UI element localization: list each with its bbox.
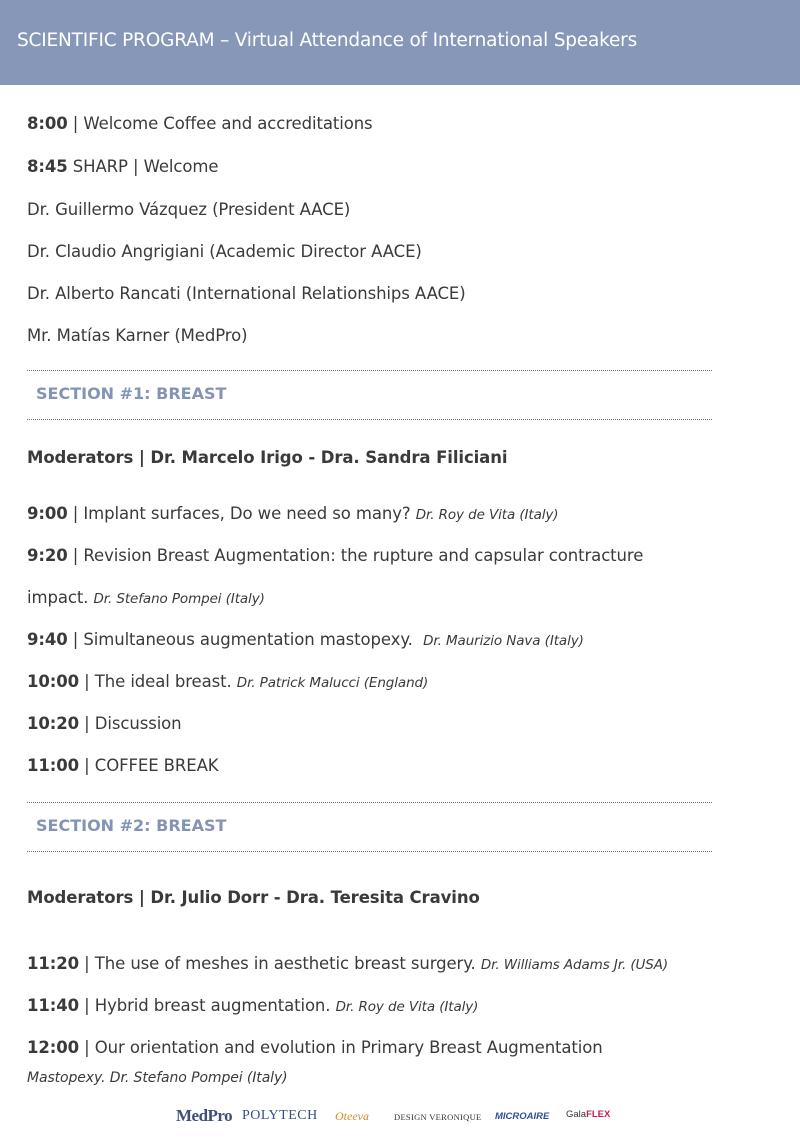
item-text: | Hybrid breast augmentation. xyxy=(79,996,336,1015)
section-divider xyxy=(27,802,712,803)
moderators: Moderators | Dr. Julio Dorr - Dra. Teresita Cravino xyxy=(27,888,480,907)
time-label: 10:20 xyxy=(27,714,80,733)
time-label: 10:00 xyxy=(27,672,80,691)
time-label: 12:00 xyxy=(27,1038,80,1057)
section-title: SECTION #1: BREAST xyxy=(36,384,227,403)
item-text: SHARP | Welcome xyxy=(67,157,219,176)
welcome-speaker: Dr. Claudio Angrigiani (Academic Director AACE) xyxy=(27,242,422,261)
welcome-speaker: Mr. Matías Karner (MedPro) xyxy=(27,326,248,345)
design-veronique-logo: DESIGN VERONIQUE xyxy=(394,1112,482,1122)
speaker-name: Dr. Stefano Pompei (Italy) xyxy=(93,591,265,607)
item-text: | The use of meshes in aesthetic breast surgery. xyxy=(79,954,481,973)
section-divider xyxy=(27,370,712,371)
schedule-item-0800 xyxy=(27,114,373,133)
galaflex-logo-part-b: FLEX xyxy=(586,1109,611,1120)
section-divider xyxy=(27,851,712,852)
speaker-name: Dr. Roy de Vita (Italy) xyxy=(335,999,479,1015)
schedule-item xyxy=(27,546,643,565)
item-text: | Our orientation and evolution in Primary Breast Augmentation xyxy=(79,1038,603,1057)
medpro-logo: MedPro xyxy=(176,1106,233,1125)
item-text: | The ideal breast. xyxy=(79,672,237,691)
item-text: impact. xyxy=(27,588,94,607)
welcome-speaker: Dr. Guillermo Vázquez (President AACE) xyxy=(27,200,351,219)
schedule-item xyxy=(27,1038,603,1057)
oteeva-logo: Oteeva xyxy=(335,1109,369,1123)
item-text: | Welcome Coffee and accreditations xyxy=(67,114,373,133)
schedule-item-continued xyxy=(27,588,265,607)
galaflex-logo xyxy=(566,1109,610,1120)
section-divider xyxy=(27,419,712,420)
time-label: 9:00 xyxy=(27,504,68,523)
time-label: 8:00 xyxy=(27,114,68,133)
schedule-item-0845 xyxy=(27,157,218,176)
item-text: | Implant surfaces, Do we need so many? xyxy=(67,504,416,523)
moderators: Moderators | Dr. Marcelo Irigo - Dra. Sandra Filiciani xyxy=(27,448,508,467)
section-title: SECTION #2: BREAST xyxy=(36,816,227,835)
schedule-item xyxy=(27,996,478,1015)
time-label: 9:20 xyxy=(27,546,68,565)
item-text: | Simultaneous augmentation mastopexy. xyxy=(67,630,424,649)
galaflex-logo-part-a: Gala xyxy=(566,1109,587,1120)
item-text: | Revision Breast Augmentation: the rupture and capsular contracture xyxy=(67,546,644,565)
time-label: 9:40 xyxy=(27,630,68,649)
time-label: 8:45 xyxy=(27,157,68,176)
schedule-item xyxy=(27,630,584,649)
polytech-logo: POLYTECH xyxy=(242,1108,318,1123)
page-title: SCIENTIFIC PROGRAM – Virtual Attendance of International Speakers xyxy=(17,30,638,51)
header-bar xyxy=(0,0,800,85)
speaker-name: Dr. Williams Adams Jr. (USA) xyxy=(480,957,669,973)
sponsor-logos xyxy=(0,1104,800,1132)
item-text: | Discussion xyxy=(79,714,182,733)
microaire-logo: MICROAIRE xyxy=(495,1111,550,1122)
schedule-item xyxy=(27,954,668,973)
time-label: 11:00 xyxy=(27,756,80,775)
schedule-item-continued xyxy=(27,1067,288,1086)
speaker-name: Dr. Roy de Vita (Italy) xyxy=(415,507,559,523)
speaker-name: Mastopexy. Dr. Stefano Pompei (Italy) xyxy=(27,1070,288,1086)
schedule-item xyxy=(27,756,218,775)
speaker-name: Dr. Patrick Malucci (England) xyxy=(236,675,429,691)
schedule-item xyxy=(27,672,428,691)
time-label: 11:20 xyxy=(27,954,80,973)
item-text: | COFFEE BREAK xyxy=(79,756,219,775)
time-label: 11:40 xyxy=(27,996,80,1015)
schedule-item xyxy=(27,504,558,523)
welcome-speaker: Dr. Alberto Rancati (International Relationships AACE) xyxy=(27,284,466,303)
speaker-name: Dr. Maurizio Nava (Italy) xyxy=(423,633,584,649)
schedule-item xyxy=(27,714,182,733)
